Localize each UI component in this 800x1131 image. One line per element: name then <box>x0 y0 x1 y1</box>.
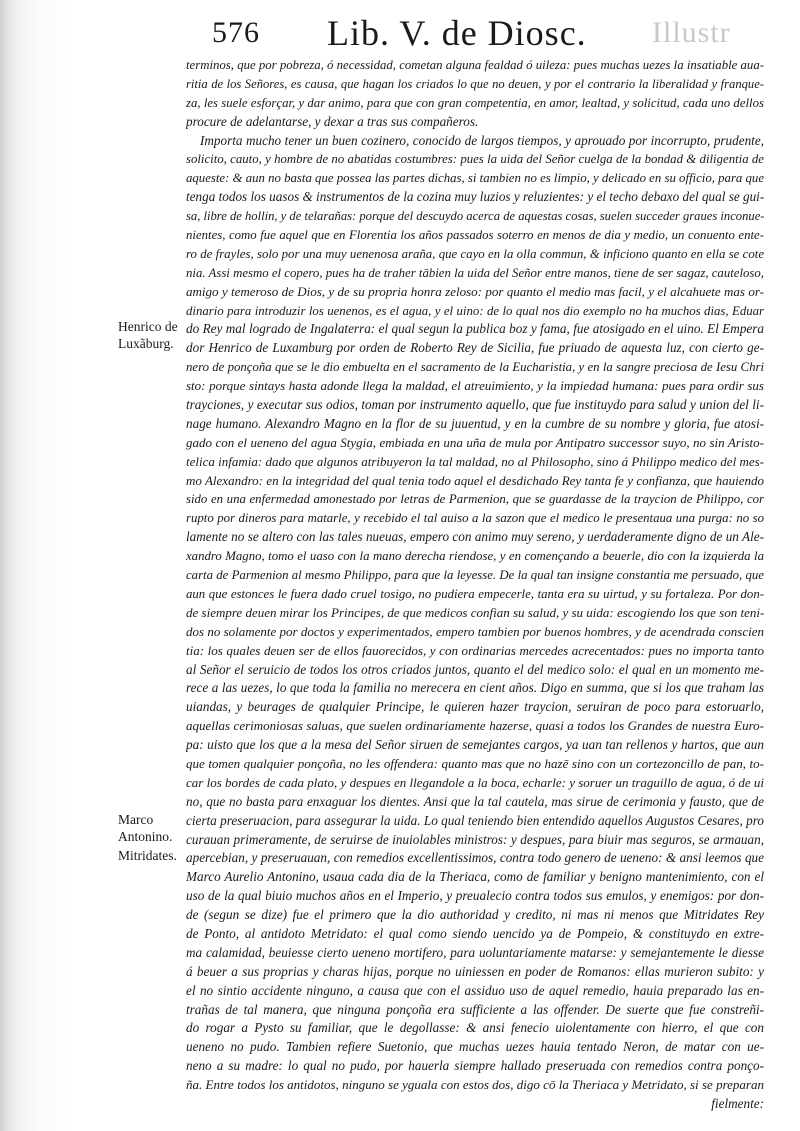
text-line: de Ponto, al antidoto Metridato: el qual como siendo uencido ya de Pompeio, & constituydo en extre- <box>186 925 764 941</box>
text-line: curauan primeramente, de seruirse de inuiolables ministros: y despues, para biuir mas seguros, se armauan, <box>186 831 764 847</box>
text-line: procure de adelantarse, y dexar a tras sus compañeros. <box>186 113 479 129</box>
text-line: rece a las uezes, lo que toda la familia no merecera en cient años. Digo en summa, que si los que traham las <box>186 680 764 696</box>
text-line: Importa mucho tener un buen cozinero, conocido de largos tiempos, y aprouado por incorrupto, prudente, <box>200 132 764 148</box>
text-line: solicito, cauto, y hombre de no abatidas costumbres: pues la uida del Señor cuelga de la bondad & diligentia de <box>186 152 764 167</box>
margin-note-marco-antonino: Marco Antonino. <box>118 812 173 844</box>
text-line: nia. Assi mesmo el copero, pues ha de traher tābien la uida del Señor entre manos, tiene de ser sagaz, cauteloso, <box>186 265 764 280</box>
text-line: xandro Magno, tomo el uaso con la mano derecha riendose, y en començando a beuerle, dio con la izquierda la <box>186 549 764 564</box>
text-line: nero de ponçoña que se le dio embuelta en el sacramento de la Eucharistia, y en la sangre preciosa de Iesu Chri <box>186 360 764 375</box>
text-line: uiandas, y beurages de qualquier Principe, le quieren hazer traycion, seruiran de poco para estoruarlo, <box>186 699 764 715</box>
text-line: de siempre deuen mirar los Principes, de que medicos confian su salud, y su uida: escogiendo los que son teni- <box>186 604 764 620</box>
text-line: mo Alexandro: en la integridad del qual tenia todo aquel el desdichado Rey tanta fe y confianza, que hauiendo <box>186 472 764 488</box>
text-line: nientes, como fue aquel que en Florentia los años passados soterro en menos de dia y medio, un conuento ente- <box>186 228 764 243</box>
text-line: neno a su madre: lo qual no pudo, por hauerla siempre hallado preseruada con remedios contra ponço- <box>186 1058 764 1074</box>
text-line: tenga todos los uasos & instrumentos de la cozina muy luzios y reluzientes: y el techo debaxo del qual se gui- <box>186 189 764 205</box>
text-line: no, que no basta para enxaguar los dientes. Ansi que la tal cautela, mas sirue de cerimonia y fausto, que de <box>186 793 764 809</box>
text-line: rupto por dineros para matarle, y recebido el tal auiso a la sazon que el medico le presentaua una purga: no so <box>186 511 764 526</box>
margin-note-mitridates: Mitridates. <box>118 848 177 863</box>
text-line: dos no solamente por doctos y experimentados, empero tambien por buenos hombres, y de acendrada conscien <box>186 623 764 639</box>
page-number: 576 <box>212 16 260 49</box>
text-line: el no sintio accidente ninguno, a causa que con el assiduo uso de aquel remedio, hauia preparado las en- <box>186 982 764 998</box>
text-line: gado con el ueneno del agua Stygia, embiada en una uña de mula por Antipatro successor suyo, no sin Aristo- <box>186 434 764 450</box>
margin-note-henrico: Henrico de Luxãburg. <box>118 319 178 351</box>
text-line: aqueste: & aun no basta que possea las partes dichas, si tambien no es limpio, y delicado en su officio, para que <box>186 171 764 186</box>
text-line: dinario para introduzir los uenenos, es el agua, y el uino: de lo qual nos dio exemplo no ha muchos dias, Eduar <box>186 303 764 318</box>
text-line: trayciones, y executar sus odios, toman por instrumento aquello, que fue instituydo para salud y union del li- <box>186 397 764 413</box>
text-line: dor Henrico de Luxamburg por orden de Roberto Rey de Sicilia, fue priuado de aquesta luz, con cierto ge- <box>186 340 764 356</box>
text-line: nage humano. Alexandro Magno en la flor de su juuentud, y en la cumbre de su nombre y gloria, fue atosi- <box>186 415 764 431</box>
text-line: do rogar a Pysto su familiar, que le degollasse: & ansi fenecio uiolentamente con hierro, el que con <box>186 1020 764 1036</box>
text-line: apercebian, y preseruauan, con remedios excellentissimos, contra todo genero de ueneno: & ansi leemos que <box>186 850 764 866</box>
text-line: amigo y temeroso de Dios, y de su propria honra zeloso: por quanto el medio mas facil, y el alcahuete mas or- <box>186 283 764 299</box>
text-line: sto: porque sintays hasta adonde llega la maldad, el atreuimiento, y la impiedad humana: pues para ordir sus <box>186 378 764 394</box>
text-line: aquellas cerimoniosas saluas, que suelen ordinariamente hazerse, quasi a todos los Grandes de nuestra Euro- <box>186 718 764 734</box>
text-line: carta de Parmenion al mesmo Philippo, para que la leyesse. De la qual tan insigne constantia me persuado, que <box>186 568 764 583</box>
text-line: uso de la qual biuio muchos años en el Imperio, y preualecio contra todos sus emulos, y enemigos: por don- <box>186 888 764 904</box>
text-line: de (segun se dize) fue el primero que la dio authoridad y credito, ni mas ni menos que Mitridates Rey <box>186 907 764 923</box>
text-line: trañas de tal manera, que ninguna ponçoña era sufficiente a las offender. De suerte que fue constreñi- <box>186 1001 764 1017</box>
body-text <box>186 56 764 1114</box>
text-line: ña. Entre todos los antidotos, ninguno se yguala con estos dos, digo cō la Theriaca y Metridato, si se preparan <box>186 1077 764 1093</box>
catchword: fielmente: <box>711 1095 764 1111</box>
text-line: ritia de los Señores, es causa, que hagan los criados lo que no deuen, y por el contrario la liberalidad y franque- <box>186 76 764 91</box>
text-line: tia: los quales deuen ser de ellos fauorecidos, y con ordinarias mercedes acrecentados: pues no importa tanto <box>186 642 764 658</box>
text-line: za, les suele esforçar, y dar animo, para que con gran competentia, en amor, lealtad, y solicitud, cada uno dellos <box>186 95 764 110</box>
text-line: sido en una enfermedad amonestado por letras de Parmenion, que se guardasse de la traycion de Philippo, cor <box>186 492 764 507</box>
running-head: Lib. V. de Diosc. <box>327 13 587 53</box>
text-line: telica infamia: dado que algunos atribuyeron la tal maldad, no al Philosopho, sino á Philippo medico del mes- <box>186 453 764 469</box>
text-line: pa: uisto que los que a la mesa del Señor siruen de semejantes cargos, ya uan tan rellenos y hartos, que aun <box>186 737 764 753</box>
text-line: aun que estonces le fuera dado cruel tosigo, no pudiera empecerle, tanta era su uirtud, y su fortaleza. Por don- <box>186 586 764 601</box>
text-line: do Rey mal logrado de Ingalaterra: el qual segun la publica boz y fama, fue atosigado en el uino. El Empera <box>186 321 764 337</box>
text-line: al Señor el seruicio de todos los otros criados juntos, quanto el del medico solo: el qual en un momento me- <box>186 661 764 677</box>
text-line: Marco Aurelio Antonino, usaua cada dia de la Theriaca, como de familiar y benigno mantenimiento, con el <box>186 869 764 885</box>
text-line: terminos, que por pobreza, ó necessidad, cometan alguna fealdad ó uileza: pues muchas uezes la insatiable aua- <box>186 58 764 72</box>
bleed-through-heading: Illustr <box>652 16 731 49</box>
text-line: que tomen qualquier ponçoña, no les offendera: quanto mas que no hazē sino con un cortezoncillo de pan, to- <box>186 755 764 771</box>
text-line: car los bordes de cada plato, y despues en llegandole a la boca, echarle: y soruer un traguillo de agua, ó de ui <box>186 774 764 790</box>
page-header <box>212 10 772 54</box>
text-line: á beuer a sus proprias y charas hijas, porque no uiniessen en poder de Romanos: ellas murieron subito: y <box>186 963 764 979</box>
text-line: ro de frayles, solo por una muy uenenosa araña, que cayo en la olla commun, & inficiono quanto en ella se cote <box>186 246 764 261</box>
text-line: cierta preseruacion, para assegurar la uida. Lo qual teniendo bien entendido aquellos Augustos Cesares, pro <box>186 812 764 828</box>
text-line: ma calamidad, beuiesse cierto ueneno mortifero, para uoluntariamente matarse: y semejantemente le diesse <box>186 944 764 960</box>
text-line: ueneno no pudo. Tambien refiere Suetonio, que muchas uezes hauia tentado Neron, de matar con ue- <box>186 1039 764 1055</box>
text-line: lamente no se altero con las tales nueuas, empero con animo muy sereno, y uerdaderamente digno de un Ale- <box>186 529 764 545</box>
text-line: sa, libre de hollin, y de telarañas: porque del descuydo acerca de aquestas cosas, suelen succeder graues inconue- <box>186 209 764 224</box>
